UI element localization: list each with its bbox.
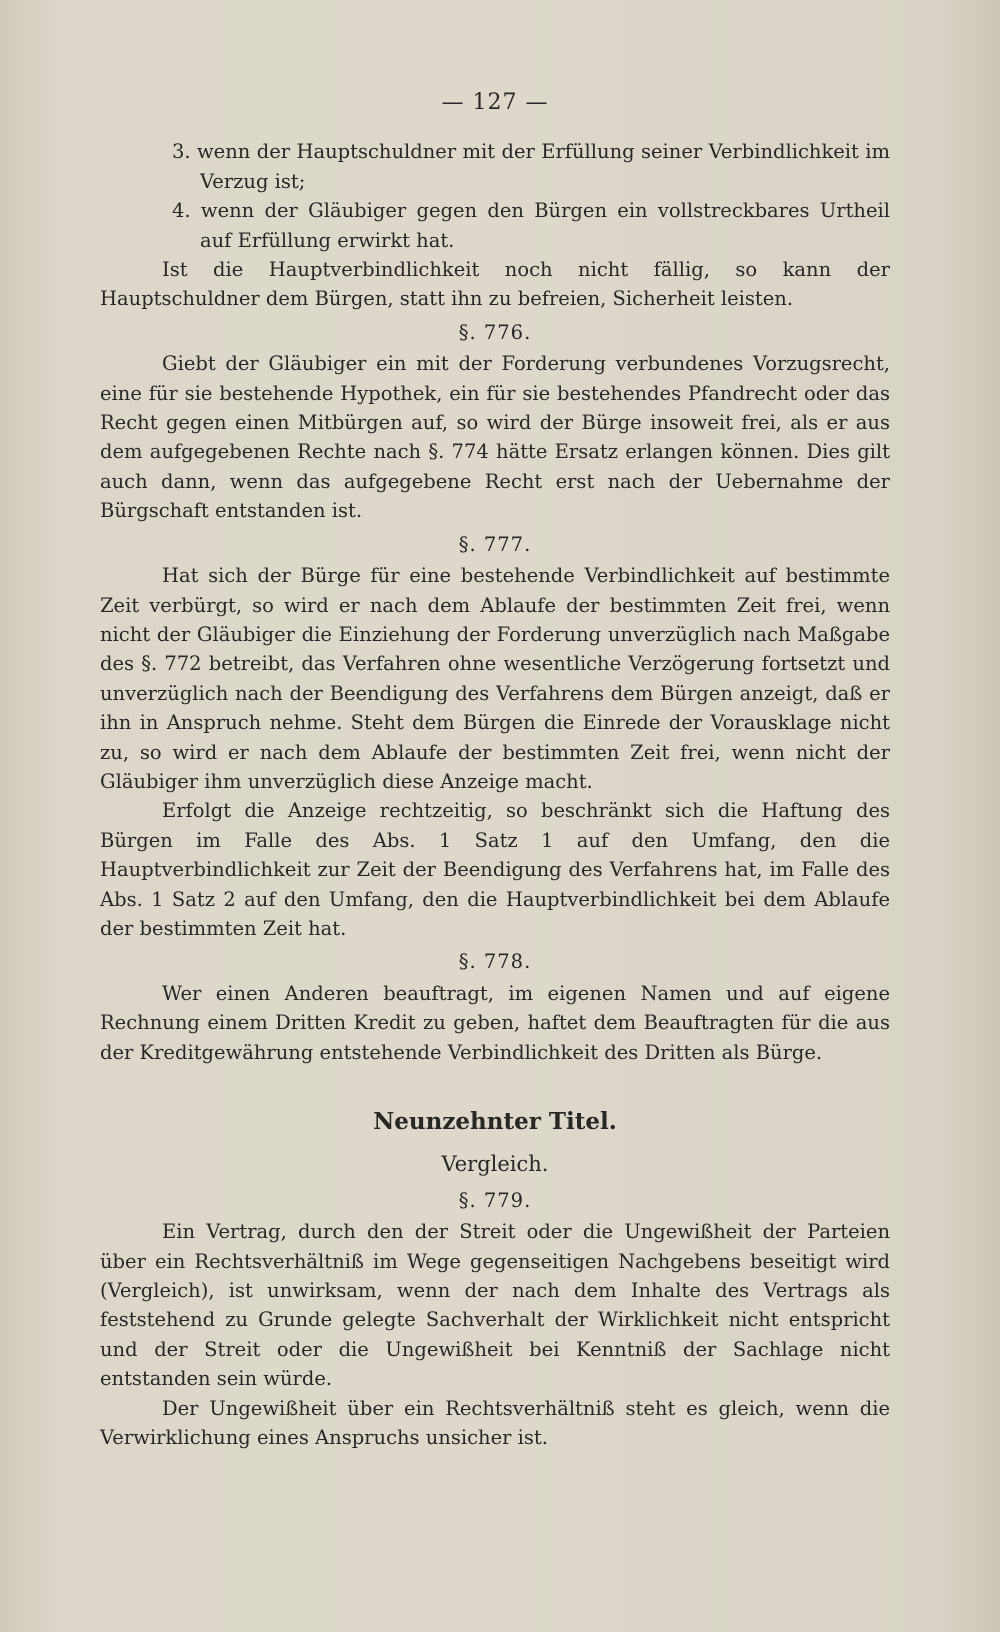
section-heading: §. 778.	[458, 950, 532, 974]
page-content	[100, 88, 890, 1452]
chapter-subtitle: Vergleich.	[441, 1152, 549, 1177]
section-heading: §. 779.	[458, 1188, 532, 1212]
paragraph: Hat sich der Bürge für eine bestehende Verbindlichkeit auf bestimmte Zeit verbürgt, so wird er nach dem Ablaufe der bestimmten Zeit frei, wenn nicht der Gläubiger die Einziehung der Forderung unverzüglich nach Maßgabe des §. 772 betreibt, das Verfahren ohne wesentliche Verzögerung fortsetzt und unverzüglich nach der Beendigung des Verfahrens dem Bürgen anzeigt, daß er ihn in Anspruch nehme. Steht dem Bürgen die Einrede der Vorausklage nicht zu, so wird er nach dem Ablaufe der bestimmten Zeit frei, wenn nicht der Gläubiger ihm unverzüglich diese Anzeige macht.	[100, 564, 890, 793]
paragraph: Erfolgt die Anzeige rechtzeitig, so beschränkt sich die Haftung des Bürgen im Falle des Abs. 1 Satz 1 auf den Umfang, den die Hauptverbindlichkeit zur Zeit der Beendigung des Verfahrens hat, im Falle des Abs. 1 Satz 2 auf den Umfang, den die Hauptverbindlichkeit bei dem Ablaufe der bestimmten Zeit hat.	[100, 799, 890, 940]
paragraph: Ist die Hauptverbindlichkeit noch nicht fällig, so kann der Hauptschuldner dem Bürgen, statt ihn zu befreien, Sicherheit leisten.	[100, 258, 890, 311]
list-item: 3. wenn der Hauptschuldner mit der Erfüllung seiner Verbindlichkeit im Verzug ist;	[172, 140, 890, 193]
paragraph: Wer einen Anderen beauftragt, im eigenen Namen und auf eigene Rechnung einem Dritten Kredit zu geben, haftet dem Beauftragten für die aus der Kreditgewährung entstehende Verbindlichkeit des Dritten als Bürge.	[100, 981, 890, 1064]
list-item: 4. wenn der Gläubiger gegen den Bürgen ein vollstreckbares Urtheil auf Erfüllung erwirkt hat.	[172, 199, 890, 252]
paragraph: Giebt der Gläubiger ein mit der Forderung verbundenes Vorzugsrecht, eine für sie bestehende Hypothek, ein für sie bestehendes Pfandrecht oder das Recht gegen einen Mitbürgen auf, so wird der Bürge insoweit frei, als er aus dem aufgegebenen Rechte nach §. 774 hätte Ersatz erlangen können. Dies gilt auch dann, wenn das aufgegebene Recht erst nach der Uebernahme der Bürgschaft entstanden ist.	[100, 352, 890, 523]
page-number: — 127 —	[441, 90, 549, 115]
paragraph: Der Ungewißheit über ein Rechtsverhältniß steht es gleich, wenn die Verwirklichung eines Anspruchs unsicher ist.	[100, 1396, 890, 1450]
section-heading: §. 777.	[458, 532, 532, 556]
section-heading: §. 776.	[458, 320, 532, 344]
chapter-title: Neunzehnter Titel.	[373, 1108, 617, 1135]
paragraph: Ein Vertrag, durch den der Streit oder die Ungewißheit der Parteien über ein Rechtsverhältniß im Wege gegenseitigen Nachgebens beseitigt wird (Vergleich), ist unwirksam, wenn der nach dem Inhalte des Vertrags als feststehend zu Grunde gelegte Sachverhalt der Wirklichkeit nicht entspricht und der Streit oder die Ungewißheit bei Kenntniß der Sachlage nicht entstanden sein würde.	[100, 1220, 890, 1391]
